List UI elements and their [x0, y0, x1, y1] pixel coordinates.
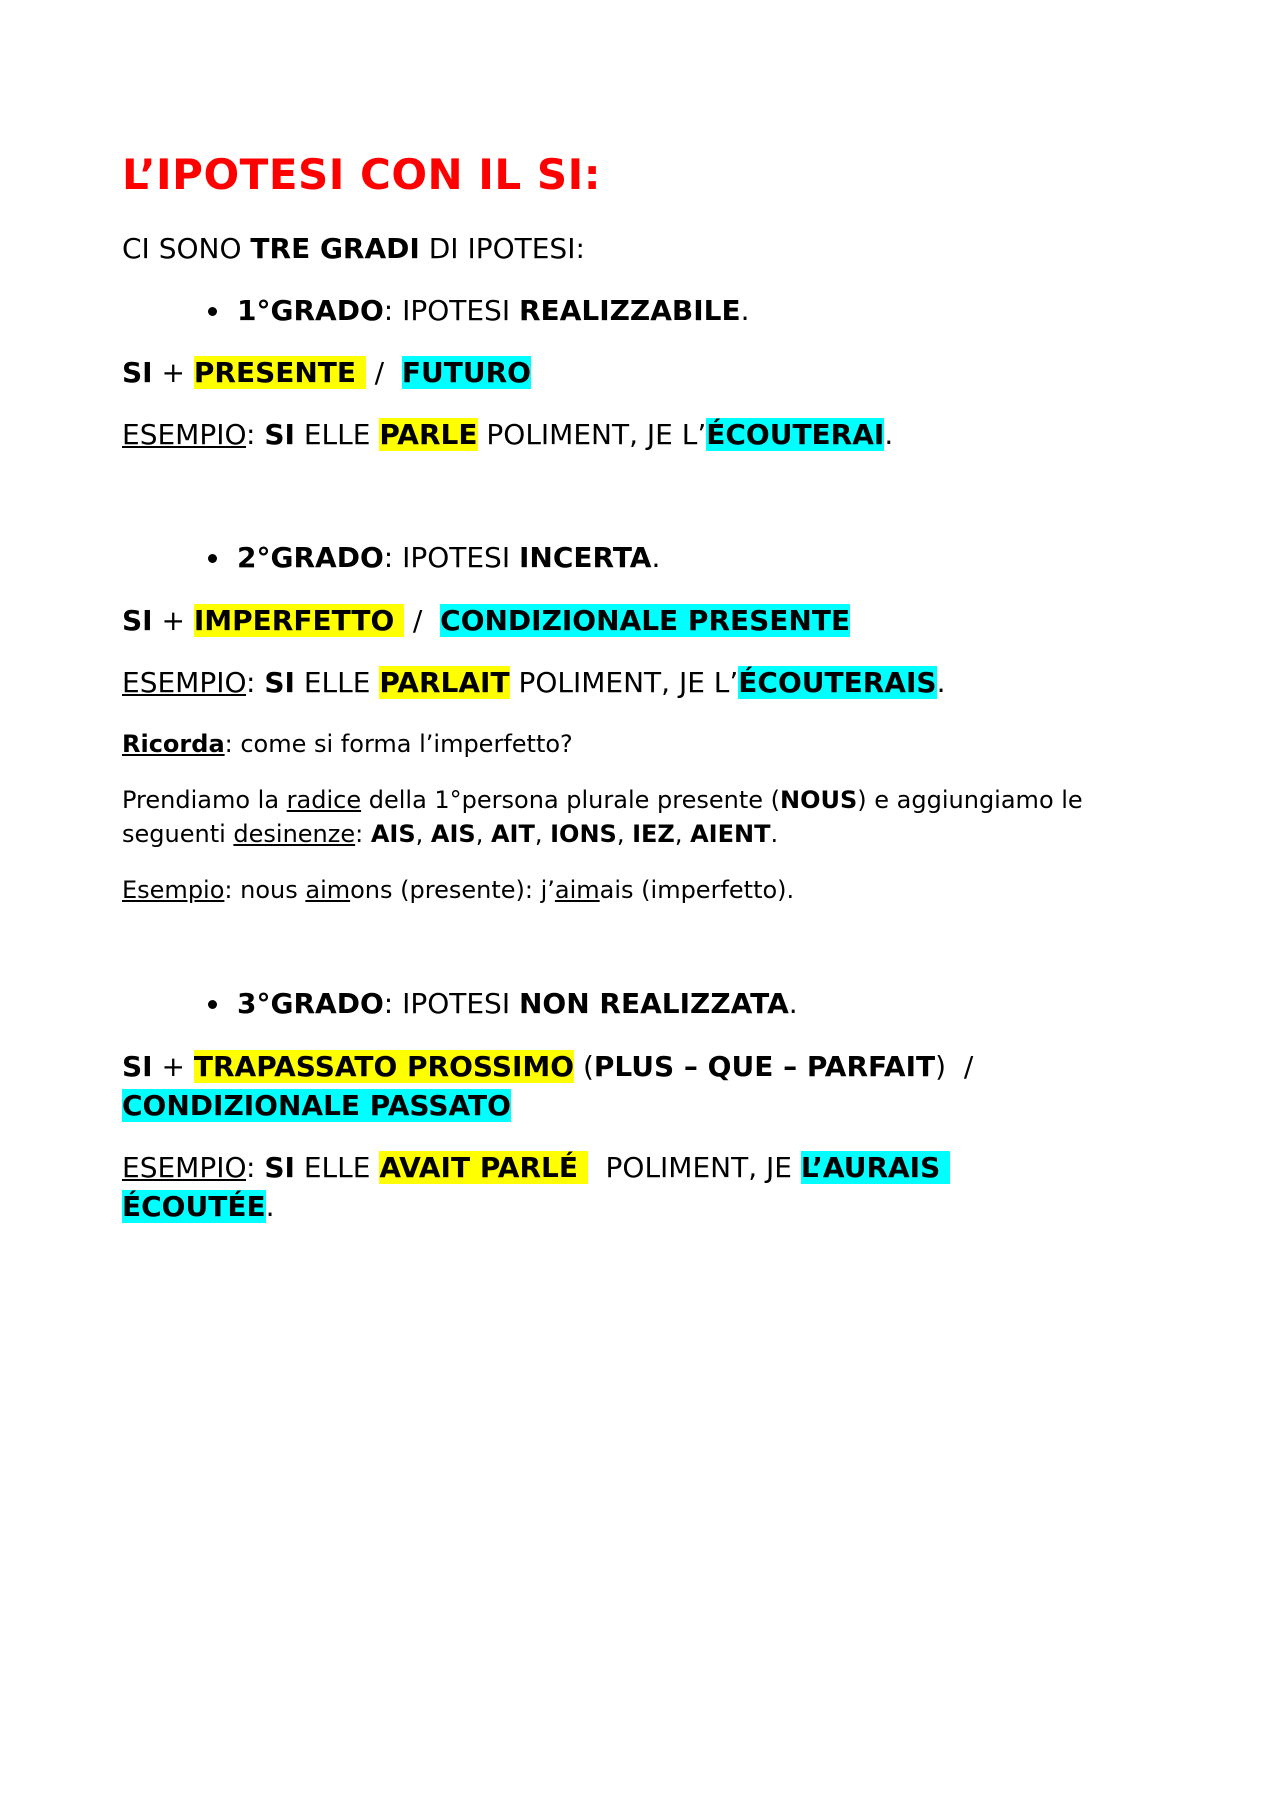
- grado-3-heading: 3°GRADO: IPOTESI NON REALIZZATA.: [237, 987, 798, 1020]
- grado-2-formula: SI + IMPERFETTO / CONDIZIONALE PRESENTE: [122, 604, 851, 637]
- esempio-imperfetto: Esempio: nous aimons (presente): j’aimais (imperfetto).: [122, 876, 795, 904]
- grado-1-example: ESEMPIO: SI ELLE PARLE POLIMENT, JE L’ÉCOUTERAI.: [122, 418, 894, 451]
- grado-3-formula-cont: CONDIZIONALE PASSATO: [122, 1089, 511, 1122]
- grado-2-heading: 2°GRADO: IPOTESI INCERTA.: [237, 541, 660, 574]
- grado-3-formula: SI + TRAPASSATO PROSSIMO (PLUS – QUE – PARFAIT) /: [122, 1050, 983, 1083]
- grado-1-heading: 1°GRADO: IPOTESI REALIZZABILE.: [237, 294, 750, 327]
- bullet-icon: [208, 1000, 217, 1009]
- rule-line-1: Prendiamo la radice della 1°persona plurale presente (NOUS) e aggiungiamo le: [122, 786, 1083, 814]
- ricorda-note: Ricorda: come si forma l’imperfetto?: [122, 730, 573, 758]
- page-title: L’IPOTESI CON IL SI:: [122, 150, 601, 199]
- bullet-icon: [208, 554, 217, 563]
- rule-line-2: seguenti desinenze: AIS, AIS, AIT, IONS, IEZ, AIENT.: [122, 820, 779, 848]
- grado-3-example-cont: ÉCOUTÉE.: [122, 1190, 275, 1223]
- grado-2-example: ESEMPIO: SI ELLE PARLAIT POLIMENT, JE L’ÉCOUTERAIS.: [122, 666, 946, 699]
- grado-3-example: ESEMPIO: SI ELLE AVAIT PARLÉ POLIMENT, JE L’AURAIS: [122, 1151, 951, 1184]
- bullet-icon: [208, 307, 217, 316]
- grado-1-formula: SI + PRESENTE / FUTURO: [122, 356, 531, 389]
- intro-line: CI SONO TRE GRADI DI IPOTESI:: [122, 232, 585, 265]
